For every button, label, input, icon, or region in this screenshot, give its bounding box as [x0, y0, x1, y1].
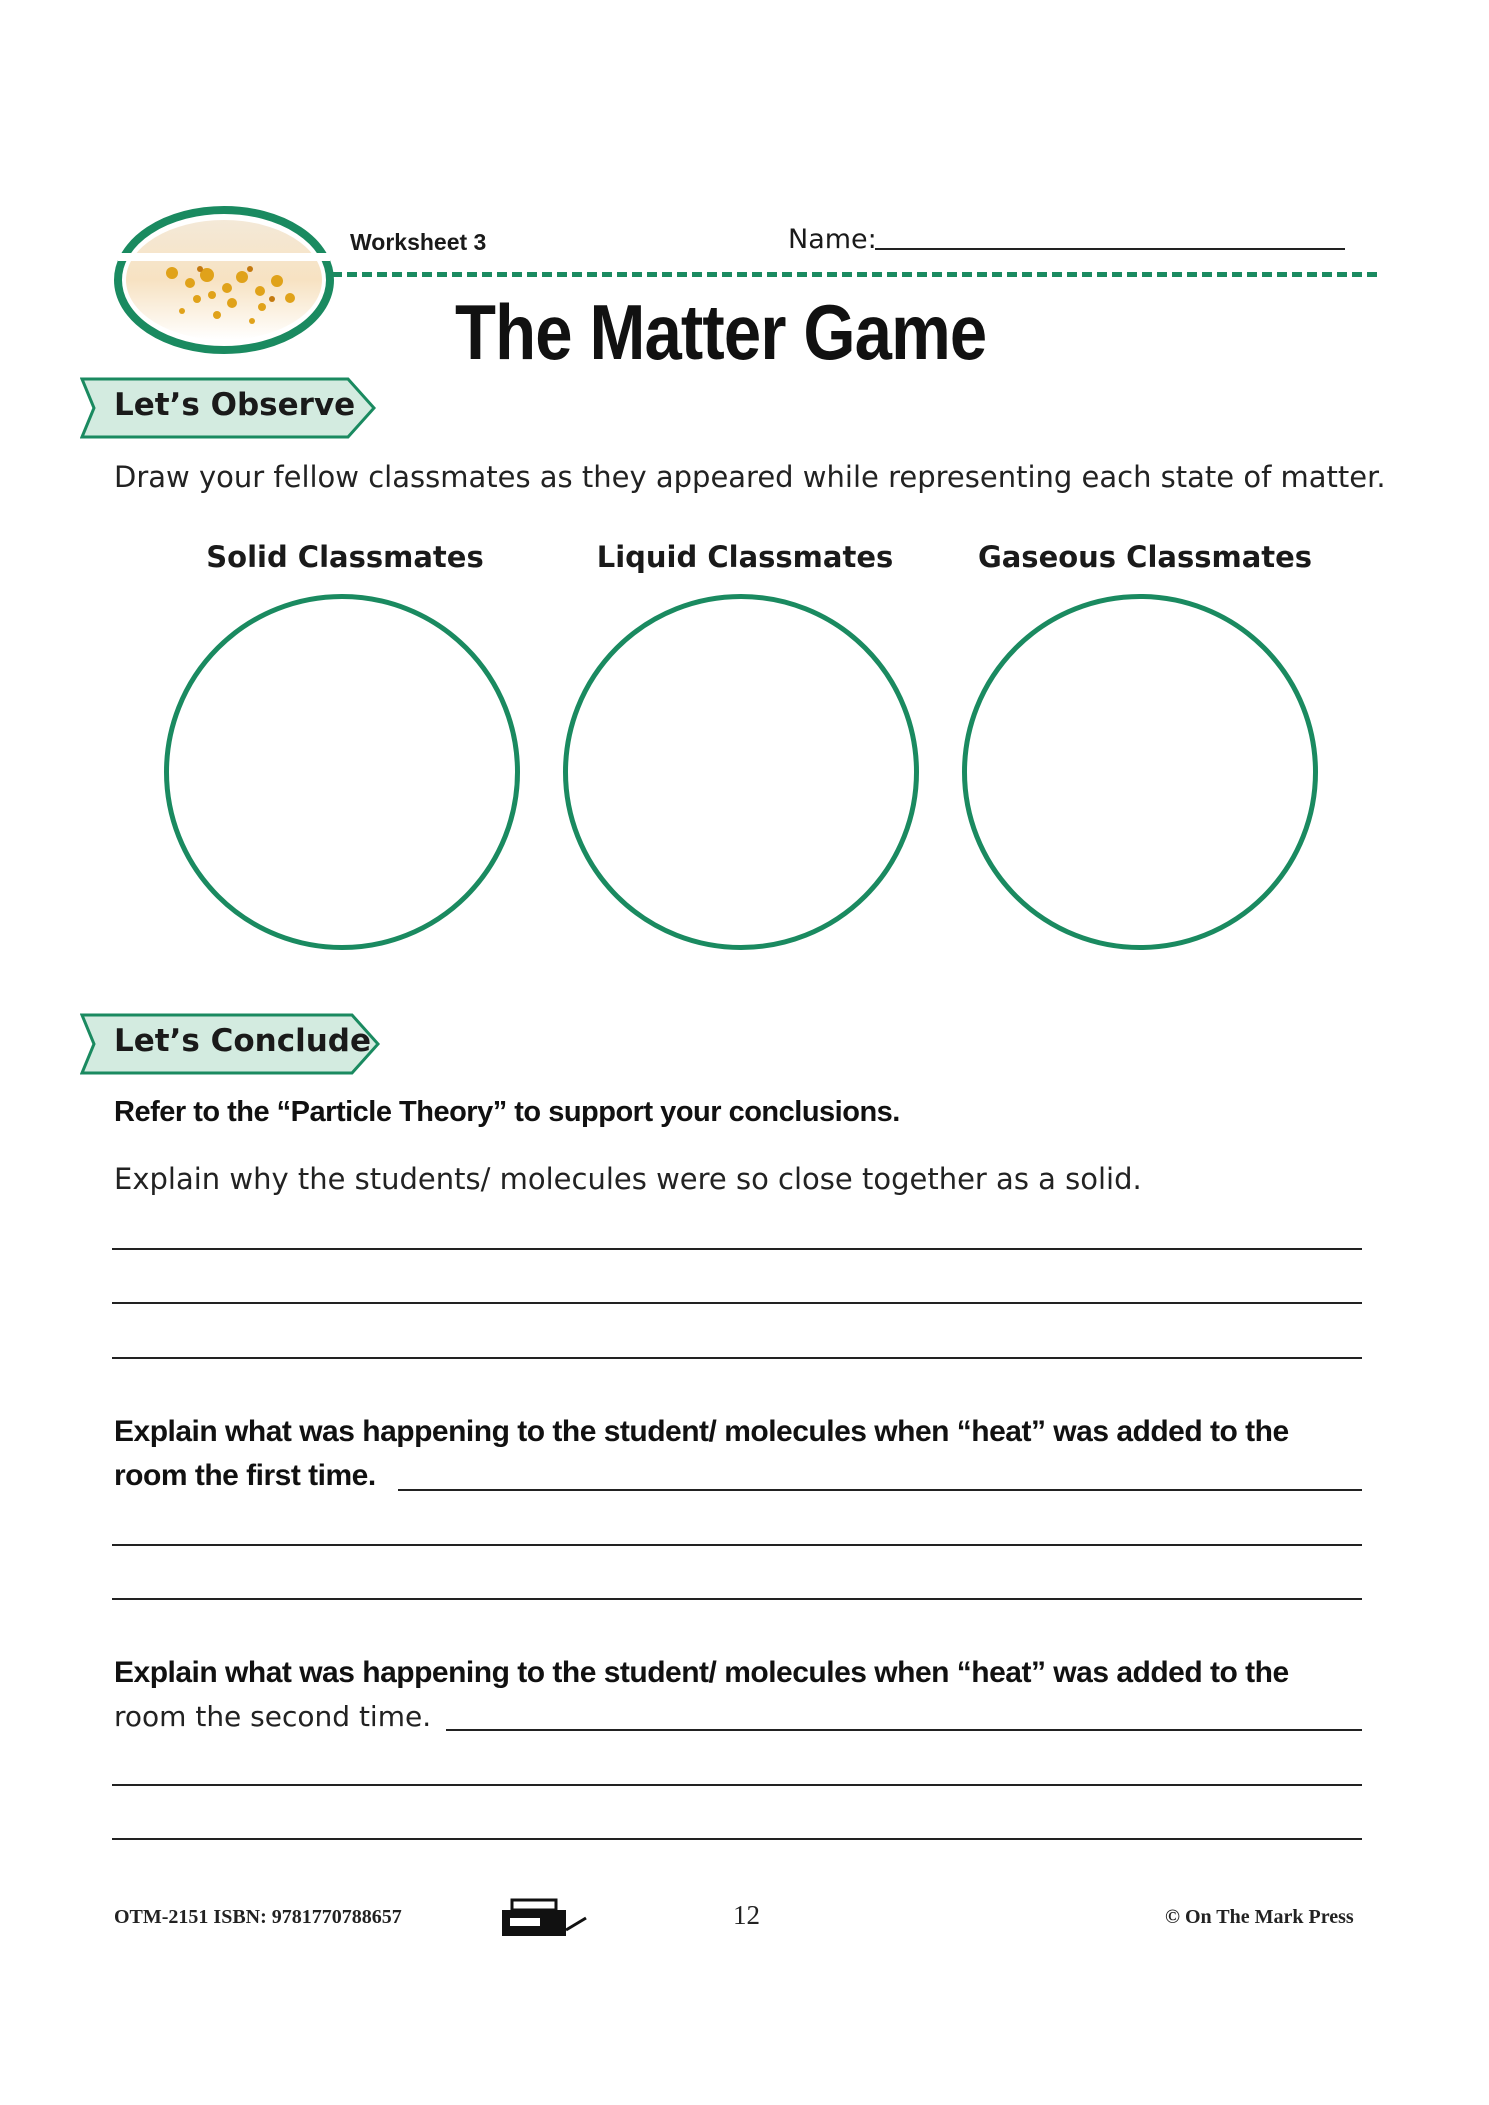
drawing-circle-liquid[interactable] [563, 594, 919, 950]
column-title-solid: Solid Classmates [206, 540, 484, 574]
answer-line[interactable] [112, 1302, 1362, 1304]
answer-line[interactable] [112, 1784, 1362, 1786]
column-title-gaseous: Gaseous Classmates [977, 540, 1313, 574]
worksheet-logo-icon [112, 203, 336, 357]
page-title: The Matter Game [455, 288, 987, 376]
footer-isbn: OTM-2151 ISBN: 9781770788657 [114, 1906, 402, 1928]
answer-line[interactable] [112, 1598, 1362, 1600]
answer-line[interactable] [398, 1489, 1362, 1491]
section-banner-conclude [80, 1013, 380, 1075]
answer-line[interactable] [446, 1729, 1362, 1731]
conclude-instruction: Refer to the “Particle Theory” to support your conclusions. [114, 1096, 900, 1128]
question-2-line-1: Explain what was happening to the student/ molecules when “heat” was added to the [114, 1415, 1289, 1448]
answer-line[interactable] [112, 1838, 1362, 1840]
footer-copyright: © On The Mark Press [1165, 1906, 1354, 1928]
drawing-circle-gaseous[interactable] [962, 594, 1318, 950]
question-2-line-2: room the first time. [114, 1459, 376, 1492]
page-number: 12 [733, 1900, 760, 1930]
question-3-line-2: room the second time. [114, 1700, 432, 1733]
header-dashed-divider [332, 272, 1377, 277]
drawing-circle-solid[interactable] [164, 594, 520, 950]
section-banner-observe [80, 377, 376, 439]
name-field-line [875, 248, 1345, 250]
question-1: Explain why the students/ molecules were so close together as a solid. [114, 1162, 1142, 1196]
question-3-line-1: Explain what was happening to the student/ molecules when “heat” was added to the [114, 1656, 1289, 1689]
answer-line[interactable] [112, 1544, 1362, 1546]
section-title-conclude: Let’s Conclude [114, 1023, 372, 1059]
section-title-observe: Let’s Observe [114, 387, 356, 423]
worksheet-label: Worksheet 3 [350, 229, 487, 255]
photocopier-icon [500, 1896, 588, 1940]
observe-instruction: Draw your fellow classmates as they appeared while representing each state of matter. [114, 460, 1386, 494]
answer-line[interactable] [112, 1357, 1362, 1359]
column-title-liquid: Liquid Classmates [596, 540, 894, 574]
answer-line[interactable] [112, 1248, 1362, 1250]
name-label: Name: [788, 224, 877, 255]
